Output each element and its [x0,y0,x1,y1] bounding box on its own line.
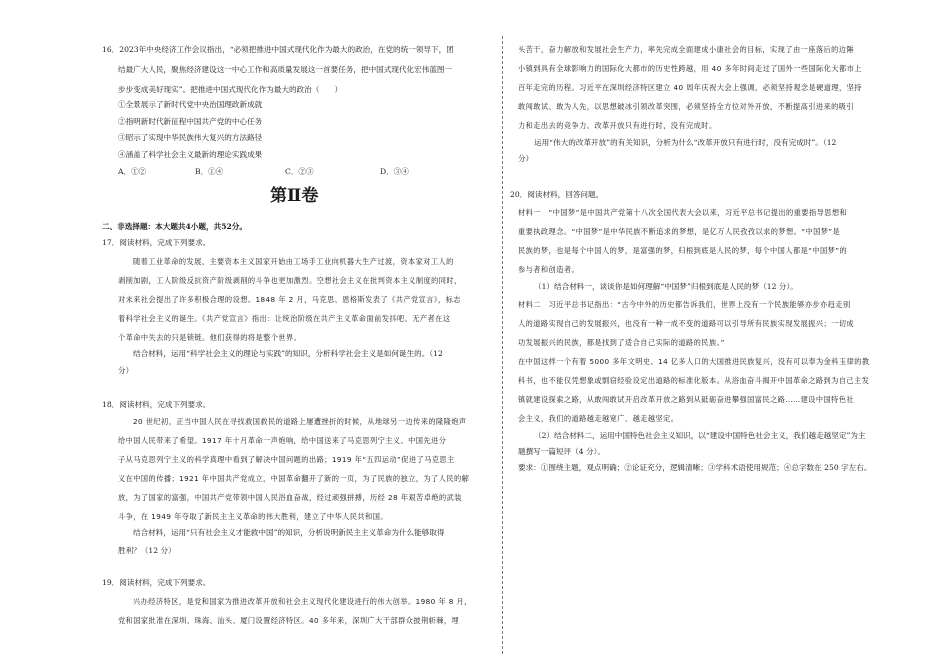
q17-question: 结合材料，运用“科学社会主义的理论与实践”的知识，分析科学社会主义是如何诞生的。（12 [133,349,443,358]
q19-line-1: 19．阅读材料，完成下列要求。 [102,578,211,587]
q20-material2-4: 在中国这样一个有着 5000 多年文明史、14 亿多人口的大国推进民族复兴，没有可以奉为金科玉律的教 [518,357,870,366]
q20-subquestion-2b: 题撰写一篇短评（4 分）。 [518,447,605,456]
q16-line-3: 步步变成美好现实”。把推进中国式现代化作为最大的政治（ ） [118,85,343,94]
column-divider [502,36,503,654]
q20-subquestion-2: （2）结合材料二，运用中国特色社会主义知识，以“建设中国特色社会主义，我们越走越坚定”为主 [534,431,866,440]
q20-subquestion-1: （1）结合材料一，谈谈你是如何理解“中国梦”归根到底是人民的梦（12 分）。 [534,282,798,291]
q20-material2-2: 人的道路实现自己的发展振兴，也没有一种一成不变的道路可以引导所有民族实现发展振兴；一切成 [518,319,855,328]
section-heading: 二、非选择题：本大题共4小题，共52分。 [102,222,247,231]
q19-material-1: 兴办经济特区，是党和国家为推进改革开放和社会主义现代化建设进行的伟大创举。1980 年 8 月， [133,597,472,606]
q17-line-1: 17．阅读材料，完成下列要求。 [102,238,211,247]
q18-material-1: 20 世纪初，正当中国人民在寻找救国救民的道路上屡遭挫折的时候，从地球另一边传来的隆隆炮声 [133,417,467,426]
q17-material-5: 个革命中失去的只是锁链。他们获得的将是整个世界。 [118,333,302,342]
q16-option-a: A．①② [118,167,147,176]
q20-material2-1: 材料二 习近平总书记指出：“古今中外的历史都告诉我们，世界上没有一个民族能够亦步亦趋走别 [518,300,851,309]
q18-material-2: 给中国人民带来了希望。1917 年十月革命一声炮响，给中国送来了马克思列宁主义。中国先进分 [118,436,447,445]
q19-question: 运用“伟大的改革开放”的有关知识，分析为什么“改革开放只有进行时，没有完成时”。（12 [534,138,837,147]
q16-statement-3: ③昭示了实现中华民族伟大复兴的方法路径 [118,133,263,142]
q16-option-d: D．③④ [380,167,409,176]
q18-question: 结合材料，运用“只有社会主义才能救中国”的知识，分析说明新民主主义革命为什么能够取得 [133,528,445,537]
q20-material2-3: 功发展振兴的民族，都是找到了适合自己实际的道路的民族。” [518,338,725,347]
q20-material1-1: 材料一 “中国梦”是中国共产党第十八次全国代表大会以来，习近平总书记提出的重要指导思想和 [518,208,848,217]
q18-question-2: 胜利？（12 分） [118,546,176,555]
q20-material2-5: 科书，也不能仅凭想象或剽窃经验设定出道路的标准化版本。从浴血奋斗揭开中国革命之路到为自己主发 [518,376,870,385]
q18-material-6: 斗争，在 1949 年夺取了新民主主义革命的伟大胜利，建立了中华人民共和国。 [118,512,388,521]
q16-statement-4: ④涵盖了科学社会主义最新的理论实践成果 [118,150,263,159]
q19-material-3: 头苦干，奋力解放和发展社会生产力，率先完成全面建成小康社会的目标，实现了由一座落后的边陲 [518,45,855,54]
q20-material1-4: 参与者和创造者。 [518,265,580,274]
q18-line-1: 18．阅读材料，完成下列要求。 [102,400,211,409]
q20-line-1: 20．阅读材料，回答问题。 [510,190,604,199]
q19-question-2: 分） [518,154,534,163]
q17-material-3: 对未来社会提出了许多积极合理的设想。1848 年 2 月，马克思、恩格斯发表了《共产党宣言》，标志 [118,295,461,304]
q16-line-2: 结最广大人民，聚焦经济建设这一中心工作和高质量发展这一首要任务，把中国式现代化宏伟蓝图一 [118,65,453,74]
q19-material-6: 敢闯敢试、敢为人先，以思想破冰引领改革突围，必须坚持全方位对外开放，不断提高引进来的吸引 [518,102,855,111]
q19-material-2: 党和国家批准在深圳、珠海、汕头、厦门设置经济特区。40 多年来，深圳广大干部群众披荆斩棘，埋 [118,616,460,625]
q16-statement-1: ①全景展示了新时代党中央治国理政新成就 [118,100,263,109]
q16-option-c: C．②③ [285,167,314,176]
q18-material-4: 义在中国的传播；1921 年中国共产党成立，中国革命翻开了新的一页，为了民族的独立，为了人民的解 [118,474,470,483]
q16-statement-2: ②指明新时代新征程中国共产党的中心任务 [118,117,263,126]
q17-question-2: 分） [118,366,134,375]
q20-material2-7: 会主义，我们的道路越走越宽广、越走越坚定。 [518,414,679,423]
q16-option-b: B．①④ [195,167,224,176]
q19-material-5: 百年走完的历程。习近平在深圳经济特区建立 40 周年庆祝大会上强调，必须坚持观念是硬道理，坚持 [518,83,862,92]
q17-material-4: 着科学社会主义的诞生。《共产党宣言》指出：让统治阶级在共产主义革命面前发抖吧。无产者在这 [118,314,451,323]
section-title: 第Ⅱ卷 [270,186,319,206]
q18-material-3: 子从马克思列宁主义的科学真理中看到了解决中国问题的出路；1919 年“五四运动”促进了马克思主 [118,455,455,464]
q20-material1-2: 重要执政理念。“中国梦”是中华民族不断追求的梦想，是亿万人民孜孜以求的梦想。“中国梦”是 [518,227,841,236]
q19-material-4: 小镇到具有全球影响力的国际化大都市的历史性跨越，用 40 多年时间走过了国外一些国际化大都市上 [518,64,862,73]
q20-requirements: 要求：①围绕主题，观点明确；②论证充分，逻辑清晰；③学科术语使用规范；④总字数在 250 字左右。 [518,463,872,472]
q20-material1-3: 民族的梦，也是每个中国人的梦，是富强的梦，归根到底是人民的梦，每个中国人都是“中国梦”的 [518,246,848,255]
q20-material2-6: 镇就建设探索之路，从敢闯敢试开启改革开放之路到从砥砺奋进攀强国富民之路……建设中国特色社 [518,395,855,404]
q17-material-1: 随着工业革命的发展，主要资本主义国家开始由工场手工业向机器大生产过渡，资本家对工人的 [133,257,454,266]
q18-material-5: 放，为了国家的富强，中国共产党带领中国人民浴血奋战，经过顽强拼搏，历经 28 年艰苦卓绝的武装 [118,493,462,502]
q17-material-2: 剥削加剧，工人阶级反抗资产阶级剥削的斗争也更加激烈。空想社会主义在批判资本主义制度的同时， [118,276,462,285]
q16-line-1: 16．2023年中央经济工作会议指出，“必须把推进中国式现代化作为最大的政治，在党的统一领导下，团 [102,45,454,54]
q19-material-7: 力和走出去的竞争力。改革开放只有进行时，没有完成时。 [518,121,717,130]
